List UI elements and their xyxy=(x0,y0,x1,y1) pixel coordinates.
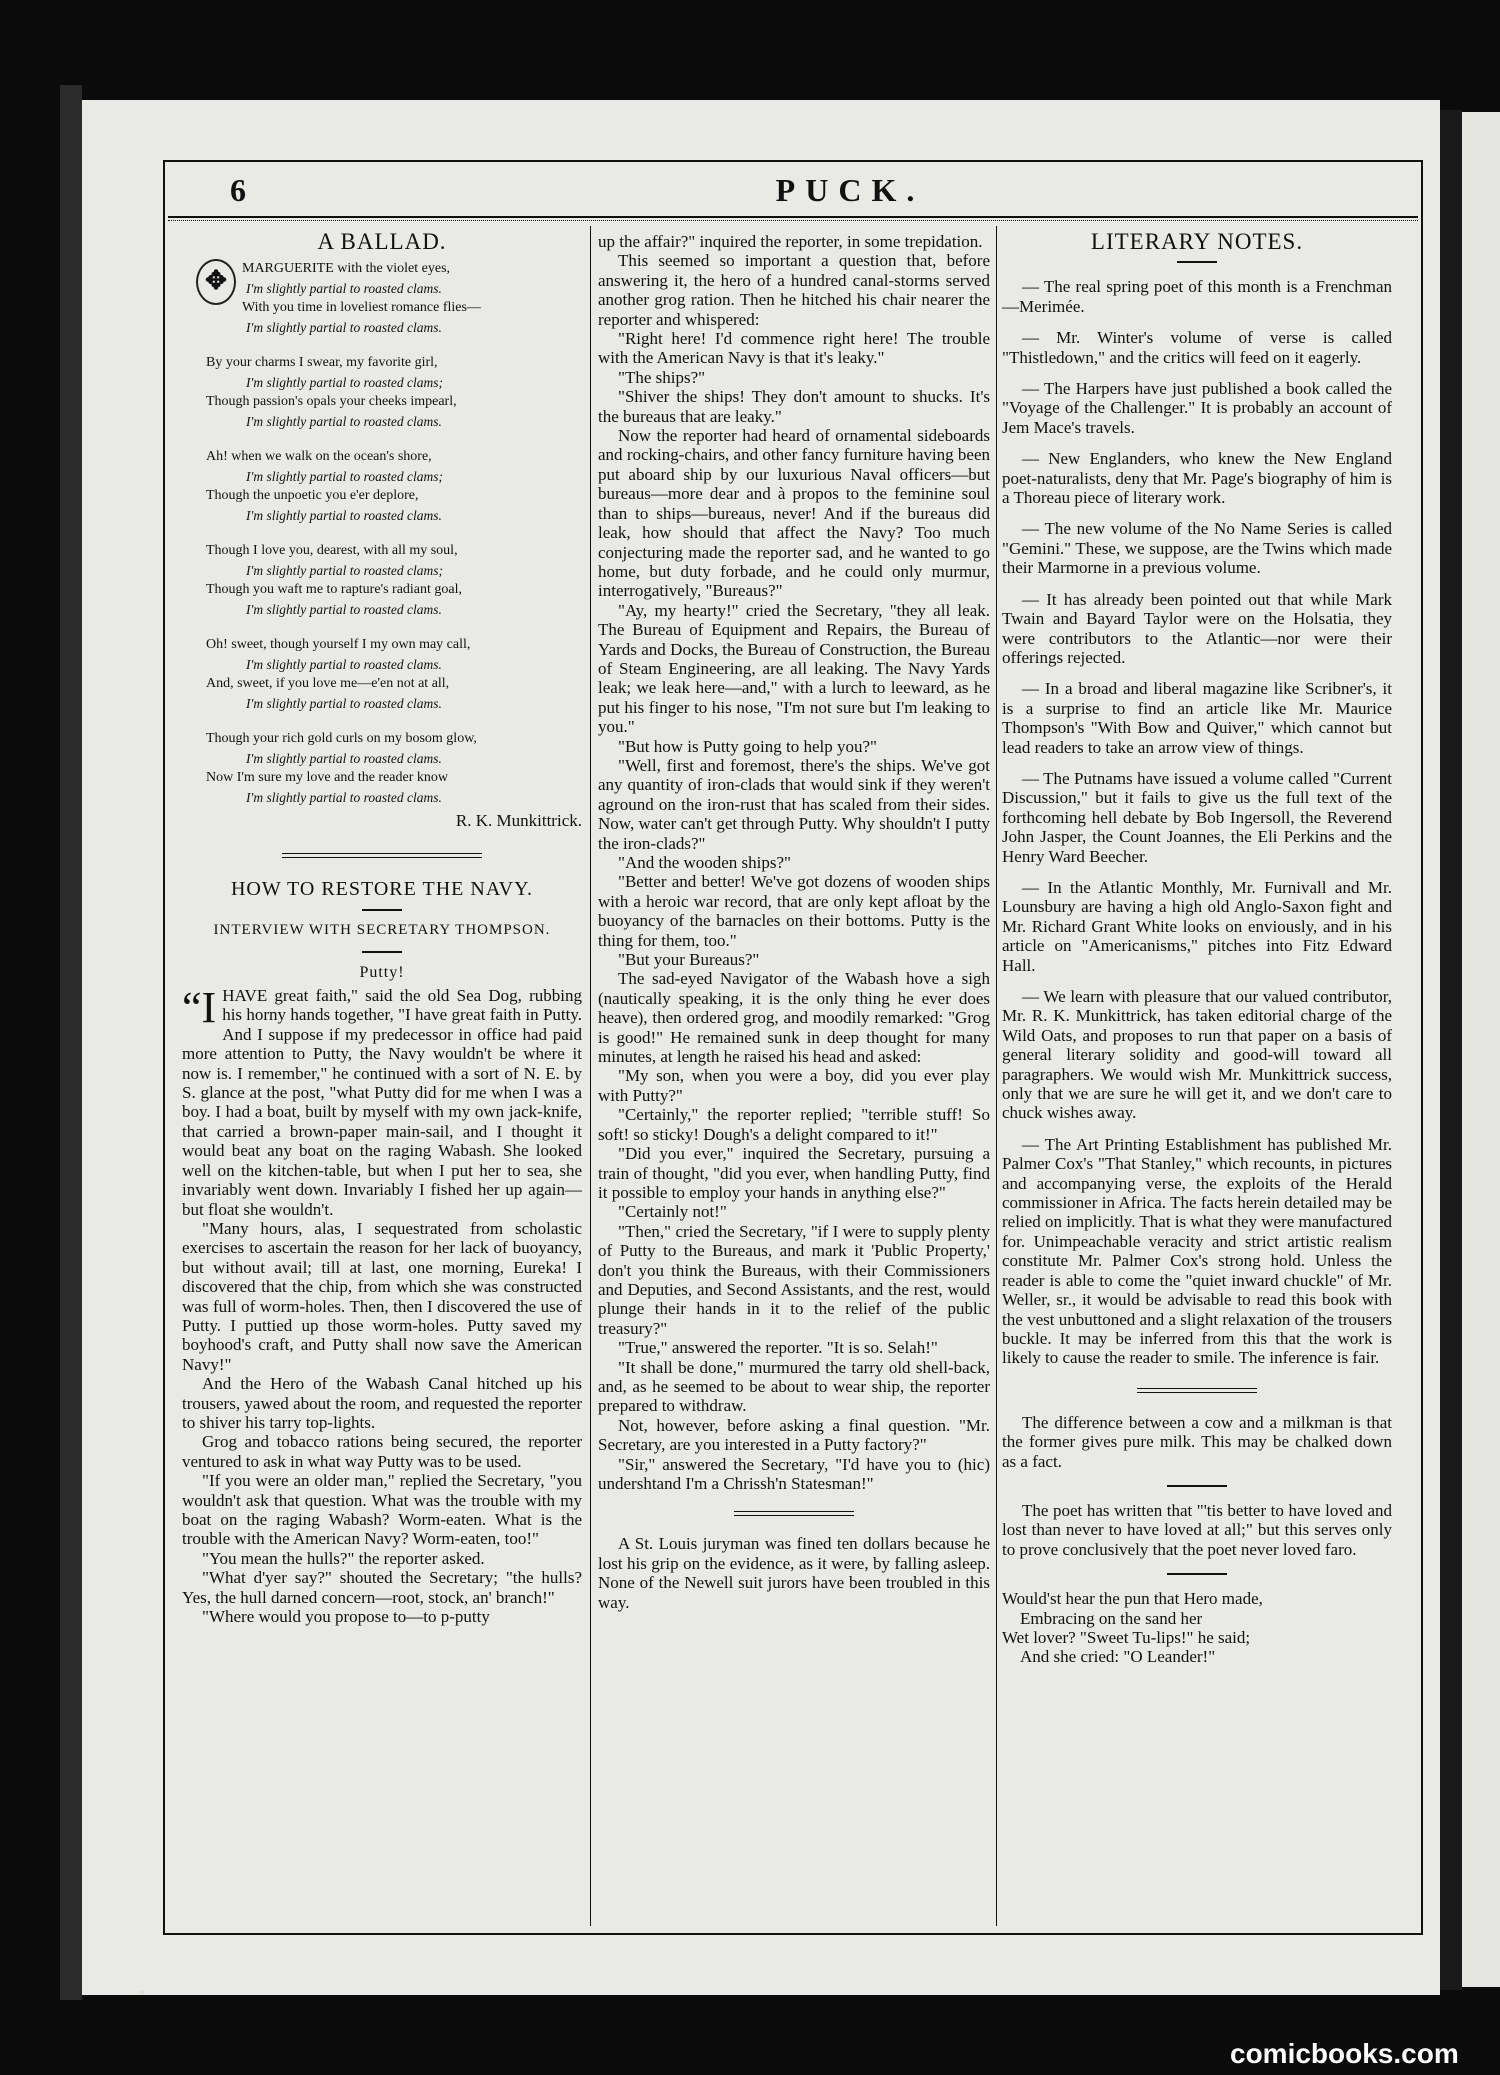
poem-refrain: I'm slightly partial to roasted clams. xyxy=(246,789,442,805)
section-divider xyxy=(282,853,482,858)
article-paragraph: "Ay, my hearty!" cried the Secretary, "they all leak. The Bureau of Equipment and Repairs, the Bureau of Yards and Docks, the Bureau of Construction, the Bureau of Steam Engineering, are all leaking. The Navy Yards leak; we leak here—and," with a lurch to leeward, as he put his finger to his nose, "I'm not sure but I'm leaking to you." xyxy=(598,600,990,737)
poem-line: MARGUERITE with the violet eyes, xyxy=(242,261,451,277)
poem-line: And, sweet, if you love me—e'en not at all, xyxy=(206,676,450,692)
article-paragraph: "If you were an older man," replied the Secretary, "you wouldn't ask that question. What was the trouble with my boat on the raging Wabash? Worm-eaten. What is the trouble with the American Navy? Worm-eaten, too!" xyxy=(182,1471,582,1549)
scan-shadow-left xyxy=(60,85,82,2000)
stanza xyxy=(206,541,582,619)
poem-refrain: I'm slightly partial to roasted clams. xyxy=(246,695,442,711)
article-paragraph: "Right here! I'd commence right here! The trouble with the American Navy is that it's leaky." xyxy=(598,329,990,368)
header-rule xyxy=(168,216,1418,221)
poem-line: Ah! when we walk on the ocean's shore, xyxy=(206,449,432,465)
ballad-title: A BALLAD. xyxy=(317,232,447,254)
poem-refrain: I'm slightly partial to roasted clams. xyxy=(246,507,442,523)
column-rule xyxy=(590,226,591,1926)
column-1 xyxy=(182,232,582,1922)
poem-refrain: I'm slightly partial to roasted clams. xyxy=(246,750,442,766)
drop-cap: “I xyxy=(182,983,217,1033)
poem-line: By your charms I swear, my favorite girl, xyxy=(206,355,438,371)
ornament-icon: ✥ xyxy=(196,259,236,305)
article-title: HOW TO RESTORE THE NAVY. xyxy=(230,877,533,900)
article-paragraph: "But how is Putty going to help you?" xyxy=(618,736,877,756)
literary-note: — In the Atlantic Monthly, Mr. Furnivall and Mr. Lounsbury are having a high old Anglo-Saxon fight and Mr. Richard Grant White looks on enviously, and in his article on "Americanisms," pitches into Fitz Edward Hall. xyxy=(1002,877,1392,975)
poem-refrain: I'm slightly partial to roasted clams; xyxy=(246,562,444,578)
poem-refrain: I'm slightly partial to roasted clams. xyxy=(246,319,442,335)
poem-line: Though the unpoetic you e'er deplore, xyxy=(206,488,419,504)
ballad-signature: R. K. Munkittrick. xyxy=(455,811,582,831)
poem-refrain: I'm slightly partial to roasted clams. xyxy=(246,656,442,672)
poem-line: Oh! sweet, though yourself I my own may call, xyxy=(206,637,471,653)
stanza xyxy=(206,729,582,807)
article-paragraph: "You mean the hulls?" the reporter asked. xyxy=(202,1548,485,1568)
scan-speck xyxy=(140,1990,144,1994)
article-paragraph: "Where would you propose to—to p-putty xyxy=(202,1607,490,1627)
poem-line: Though passion's opals your cheeks impearl, xyxy=(206,394,457,410)
literary-note: — The Putnams have issued a volume called "Current Discussion," but it fails to give us the full text of the forthcoming hell debate by Bob Ingersoll, the Reverend John Jasper, the Count Joannes, the Eli Perkins and the Henry Ward Beecher. xyxy=(1002,768,1392,866)
article-paragraph: "Then," cried the Secretary, "if I were to supply plenty of Putty to the Bureaus, and mark it 'Public Property,' don't you think the Bureaus, with their Commissioners and Deputies, and Second Assistants, and the rest, would plunge their hands in it to the relief of the public treasury?" xyxy=(598,1221,990,1338)
article-paragraph: And the Hero of the Wabash Canal hitched up his trousers, yawed about the room, and requested the reporter to shiver his tarry top-lights. xyxy=(182,1374,582,1432)
poem-line: Though your rich gold curls on my bosom glow, xyxy=(206,731,477,747)
verse-line: Wet lover? "Sweet Tu-lips!" he said; xyxy=(1002,1627,1251,1647)
section-divider xyxy=(1137,1388,1257,1393)
section-divider xyxy=(734,1511,854,1516)
article-paragraph: This seemed so important a question that, before answering it, the hero of a hundred canal-storms served another grog ration. Then he hitched his chair nearer the reporter and whispered: xyxy=(598,251,990,329)
ballad-poem xyxy=(206,259,582,807)
poem-line: Though you waft me to rapture's radiant goal, xyxy=(206,582,463,598)
literary-note: — We learn with pleasure that our valued contributor, Mr. R. K. Munkittrick, has taken editorial charge of the Wild Oats, and proposes to run that paper on a basis of general literary solidity and good-will toward all paragraphers. We would wish Mr. Munkittrick success, only that we are sure he will get it, and we don't care to chuck wishes away. xyxy=(1002,987,1392,1123)
article-paragraph: "Many hours, alas, I sequestrated from scholastic exercises to ascertain the reason for her lack of buoyancy, but without avail; till at last, one morning, Eureka! I discovered that the chip, from which she was constructed was full of worm-holes. Then, then I discovered the use of Putty. I puttied up those worm-holes. Putty saved my boyhood's craft, and Putty shall now save the American Navy!" xyxy=(182,1218,582,1374)
article-paragraph: "Shiver the ships! They don't amount to shucks. It's the bureaus that are leaky." xyxy=(598,387,990,426)
article-heading: Putty! xyxy=(359,963,405,981)
verse-line: Embracing on the sand her xyxy=(1020,1608,1203,1628)
literary-note: — Mr. Winter's volume of verse is called "Thistledown," and the critics will feed on it eagerly. xyxy=(1002,328,1392,367)
poem-refrain: I'm slightly partial to roasted clams. xyxy=(246,280,442,296)
juryman-paragraph: A St. Louis juryman was fined ten dollars because he lost his grip on the evidence, as it were, by falling asleep. None of the Newell suit jurors have been troubled in this way. xyxy=(598,1534,990,1612)
title-rule xyxy=(362,909,402,911)
article-paragraph: "Well, first and foremost, there's the ships. We've got any quantity of iron-clads that would sink if they weren't aground on the iron-rust that has scaled from their sides. Now, water can't get through Putty. Why shouldn't I putty the iron-clads?" xyxy=(598,755,990,853)
column-rule xyxy=(996,226,997,1926)
literary-note: — In a broad and liberal magazine like Scribner's, it is a surprise to find an article like Mr. Maurice Thompson's "With Bow and Quiver," which cannot but lead readers to take an arrow view of things. xyxy=(1002,679,1392,757)
masthead: PUCK. xyxy=(775,172,925,208)
watermark: comicbooks.com xyxy=(1230,2038,1459,2069)
article-paragraph: "Sir," answered the Secretary, "I'd have you to (hic) undershtand I'm a Chrissh'n Statesman!" xyxy=(598,1454,990,1493)
article-paragraph: "But your Bureaus?" xyxy=(618,950,760,970)
literary-note: — New Englanders, who knew the New England poet-naturalists, deny that Mr. Page's biography of him is a Thoreau piece of literary work. xyxy=(1002,449,1392,508)
literary-note: — The Harpers have just published a book called the "Voyage of the Challenger." It is probably an account of Jem Mace's travels. xyxy=(1002,379,1392,437)
stanza xyxy=(206,353,582,431)
article-paragraph: "And the wooden ships?" xyxy=(618,853,791,872)
article-paragraph: "Certainly," the reporter replied; "terrible stuff! So soft! so sticky! Dough's a delight compared to it!" xyxy=(598,1105,990,1144)
article-paragraph: "Did you ever," inquired the Secretary, pursuing a train of thought, "did you ever, when handling Putty, find it possible to employ your hands in anything else?" xyxy=(598,1144,990,1202)
stanza xyxy=(206,447,582,525)
literary-note: — The real spring poet of this month is a Frenchman—Merimée. xyxy=(1002,277,1392,316)
article-paragraph: "My son, when you were a boy, did you ever play with Putty?" xyxy=(598,1066,990,1105)
stanza xyxy=(206,259,582,337)
section-rule xyxy=(1167,1485,1227,1487)
article-paragraph: The sad-eyed Navigator of the Wabash hove a sigh (nautically speaking, it is the only thing he ever does heave), then ordered grog, and moodily remarked: "Grog is good!" He remained sunk in deep thought for many minutes, at length he raised his head and asked: xyxy=(598,969,990,1067)
poem-refrain: I'm slightly partial to roasted clams. xyxy=(246,413,442,429)
literary-note: — The Art Printing Establishment has published Mr. Palmer Cox's "That Stanley," which recounts, in pictures and accompanying verse, the exploits of the Herald commissioner in Africa. The facts herein detailed may be relied on implicitly. That is what they were manufactured for. Unimpeachable veracity and strict artistic realism constitute Mr. Palmer Cox's strong hold. Unless the reader is able to come the "quiet inward chuckle" of Mr. Weller, sr., it would be advisable to read this book with the vest unbuttoned and a slight relaxation of the trousers buckle. It may be inferred from this that the work is likely to cause the reader to smile. The inference is fair. xyxy=(1002,1134,1392,1368)
facing-page-strip xyxy=(1462,112,1500,1987)
article-paragraph: “IHAVE great faith," said the old Sea Dog, rubbing his horny hands together, "I have great faith in Putty. And I suppose if my predecessor in office had paid more attention to Putty, the Navy wouldn't be where it now is. I remember," he continued with a sort of N. E. by S. glance at the post, "what Putty did for me when I was a boy. I had a boat, built by myself with my own jack-knife, that carried a brown-paper main-sail, and I thought it would beat any boat on the raging Wabash. She looked well on the kitchen-table, but when I put her to sea, she invariably went down. Invariably I fished her up again—but float she wouldn't. xyxy=(182,983,582,1219)
hero-verse xyxy=(1002,1589,1392,1667)
poem-line: Though I love you, dearest, with all my soul, xyxy=(206,543,458,559)
article-subtitle: INTERVIEW WITH SECRETARY THOMPSON. xyxy=(213,922,551,939)
article-paragraph: up the affair?" inquired the reporter, in some trepidation. xyxy=(598,232,983,251)
poem-refrain: I'm slightly partial to roasted clams. xyxy=(246,601,442,617)
article-paragraph: Not, however, before asking a final question. "Mr. Secretary, are you interested in a Putty factory?" xyxy=(598,1415,990,1455)
column-2 xyxy=(598,232,990,1922)
section-rule xyxy=(1167,1573,1227,1575)
stanza xyxy=(206,635,582,713)
poem-refrain: I'm slightly partial to roasted clams; xyxy=(246,374,444,390)
article-paragraph: "It shall be done," murmured the tarry old shell-back, and, as he seemed to be about to wear ship, the reporter prepared to withdraw. xyxy=(598,1357,990,1416)
poem-line: With you time in loveliest romance flies— xyxy=(242,300,481,316)
literary-notes-title: LITERARY NOTES. xyxy=(1090,232,1304,254)
page-number: 6 xyxy=(230,172,246,208)
verse-line: And she cried: "O Leander!" xyxy=(1020,1647,1216,1667)
article-paragraph: Now the reporter had heard of ornamental sideboards and rocking-chairs, and other fancy furniture having been put aboard ship by our luxurious Naval officers—but bureaus—more dear and à propos to the feminine soul than to ships—bureaus, never! And if the bureaus did leak, how should that affect the Navy? Too much conjecturing made the reporter sad, and he wanted to go home, but duty forbade, and he could only murmur, interrogatively, "Bureaus?" xyxy=(598,426,990,601)
article-paragraph: "Better and better! We've got dozens of wooden ships with a heroic war record, that are only kept afloat by the buoyancy of the barnacles on their bottoms. Putty is the thing for them, too." xyxy=(598,872,990,950)
column-3 xyxy=(1002,232,1392,1922)
article-paragraph: "What d'yer say?" shouted the Secretary; "the hulls? Yes, the hull darned concern—root, stock, an' branch!" xyxy=(182,1568,582,1607)
page-edge xyxy=(1440,110,1462,1990)
poet-paragraph: The poet has written that "'tis better to have loved and lost than never to have loved at all;" but this serves only to prove conclusively that the poet never loved faro. xyxy=(1002,1500,1392,1559)
article-paragraph: "The ships?" xyxy=(618,367,706,387)
article-paragraph: "Certainly not!" xyxy=(618,1202,727,1222)
literary-note: — The new volume of the No Name Series is called "Gemini." These, we suppose, are the Twins which made their Marmorne in a previous volume. xyxy=(1002,519,1392,578)
poem-refrain: I'm slightly partial to roasted clams; xyxy=(246,468,444,484)
title-rule xyxy=(1177,261,1217,263)
article-paragraph: Grog and tobacco rations being secured, the reporter ventured to ask in what way Putty was to be used. xyxy=(182,1432,582,1471)
title-rule xyxy=(362,951,402,953)
literary-note: — It has already been pointed out that while Mark Twain and Bayard Taylor were on the Holsatia, they were contributors to the Atlantic—nor were their offerings rejected. xyxy=(1002,589,1392,667)
article-paragraph: "True," answered the reporter. "It is so. Selah!" xyxy=(618,1338,938,1358)
verse-line: Would'st hear the pun that Hero made, xyxy=(1002,1589,1263,1609)
poem-line: Now I'm sure my love and the reader know xyxy=(206,770,449,786)
cow-paragraph: The difference between a cow and a milkman is that the former gives pure milk. This may be chalked down as a fact. xyxy=(1002,1412,1392,1471)
